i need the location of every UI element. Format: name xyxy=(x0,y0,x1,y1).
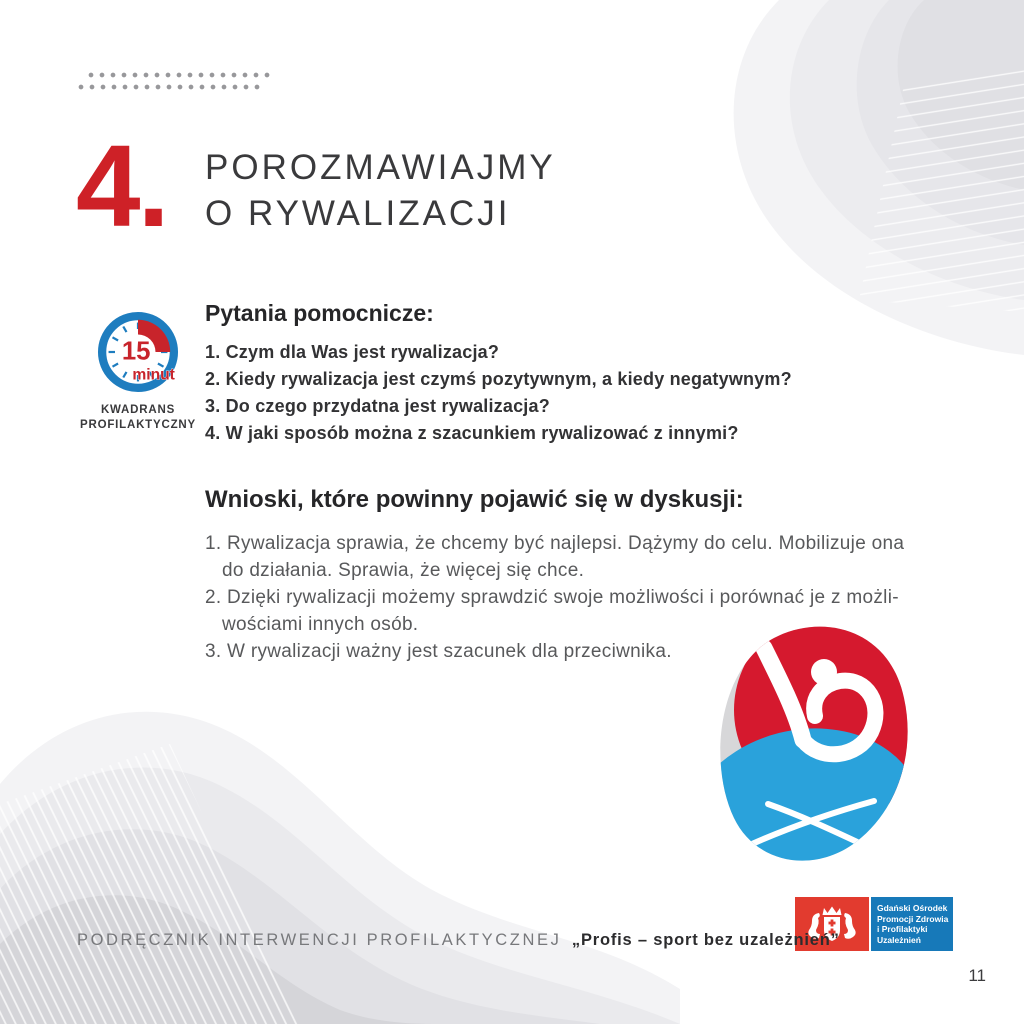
questions-section xyxy=(205,300,792,447)
organization-name-line: i Profilaktyki xyxy=(877,924,928,934)
list-item: 1. Czym dla Was jest rywalizacja? xyxy=(205,342,500,362)
page-title xyxy=(205,145,556,237)
page-title-line-2: O RYWALIZACJI xyxy=(205,194,511,233)
questions-heading: Pytania pomocnicze: xyxy=(205,300,434,326)
quarter-hour-badge xyxy=(72,306,204,433)
footer-handbook-title: „Profis – sport bez uzależnień” xyxy=(571,931,840,949)
timer-unit: minut xyxy=(132,366,175,384)
list-item: 3. Do czego przydatna jest rywalizacja? xyxy=(205,396,550,416)
list-item xyxy=(205,530,904,584)
page-number: 11 xyxy=(968,966,986,985)
page-title-line-1: POROZMAWIAJMY xyxy=(205,148,556,187)
list-item-line: 2. Dzięki rywalizacji możemy sprawdzić swoje możliwości i porównać je z możli- xyxy=(205,587,899,608)
list-item-line: do działania. Sprawia, że więcej się chce. xyxy=(222,560,585,581)
timer-caption xyxy=(72,403,204,433)
list-item: 4. W jaki sposób można z szacunkiem rywalizować z innymi? xyxy=(205,423,739,443)
dot-row xyxy=(88,72,271,78)
footer xyxy=(77,931,840,950)
organization-name-line: Promocji Zdrowia xyxy=(877,913,949,924)
background-waves-bottom-left xyxy=(0,654,680,1024)
list-item-line: wościami innych osób. xyxy=(222,614,419,635)
list-item-line: 3. W rywalizacji ważny jest szacunek dla przeciwnika. xyxy=(205,641,672,662)
organization-name-line: Uzależnień xyxy=(877,934,921,945)
conclusions-heading: Wnioski, które powinny pojawić się w dyskusji: xyxy=(205,486,744,513)
footer-series-title: PODRĘCZNIK INTERWENCJI PROFILAKTYCZNEJ xyxy=(77,931,562,949)
dots-decoration xyxy=(78,72,271,90)
timer-caption-line-2: PROFILAKTYCZNY xyxy=(80,419,196,431)
timer-caption-line-1: KWADRANS xyxy=(100,404,176,416)
dot-row xyxy=(78,84,261,90)
section-number: 4. xyxy=(76,121,167,251)
organization-name xyxy=(871,897,953,951)
list-item: 2. Kiedy rywalizacja jest czymś pozytywnym, a kiedy negatywnym? xyxy=(205,369,792,389)
stopwatch-icon xyxy=(92,306,184,398)
list-item-line: 1. Rywalizacja sprawia, że chcemy być najlepsi. Dążymy do celu. Mobilizuje ona xyxy=(205,533,905,554)
timer-value: 15 xyxy=(121,337,151,366)
organization-name-line: Gdański Ośrodek xyxy=(877,903,948,913)
profis-sport-logo xyxy=(700,612,930,872)
